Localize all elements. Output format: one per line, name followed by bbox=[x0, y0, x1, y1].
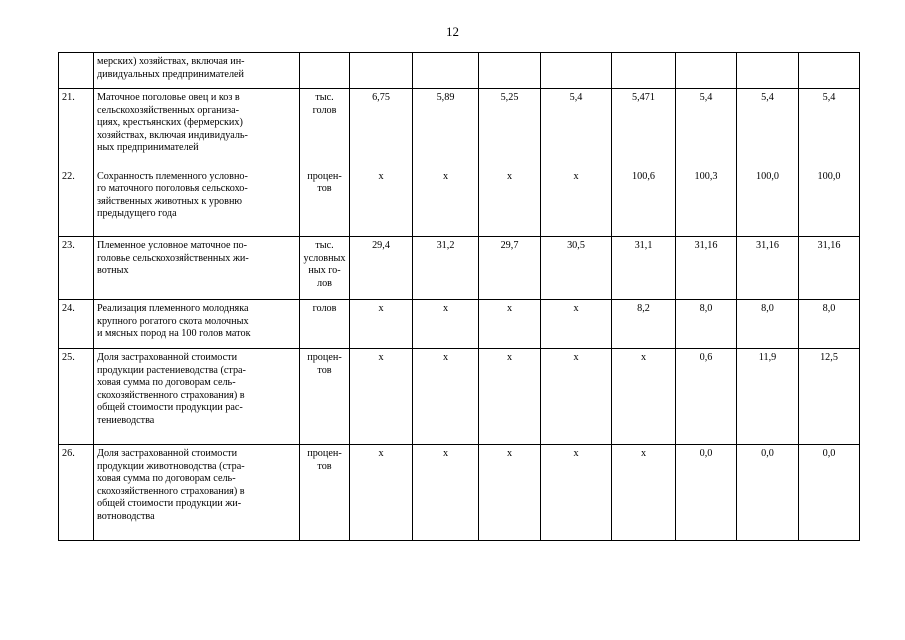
row-value-cell: 31,16 bbox=[676, 237, 737, 300]
row-value-cell: 5,4 bbox=[541, 89, 612, 167]
row-number: 26. bbox=[59, 445, 94, 541]
indicator-name-line: Маточное поголовье овец и коз в bbox=[97, 92, 240, 103]
row-value-cell: 5,4 bbox=[676, 89, 737, 167]
row-value-cell: 8,0 bbox=[799, 300, 860, 349]
indicator-name-line: Сохранность племенного условно- bbox=[97, 170, 248, 182]
row-value-cell: 5,25 bbox=[479, 89, 541, 167]
row-number: 22. bbox=[59, 167, 94, 237]
row-number bbox=[59, 53, 94, 89]
table-row bbox=[59, 237, 860, 300]
indicator-name-line: ховая сумма по договорам сель- bbox=[97, 473, 236, 484]
row-value-cell: 12,5 bbox=[799, 349, 860, 445]
row-value-cell: 29,7 bbox=[479, 237, 541, 300]
row-value-cell: 31,1 bbox=[612, 237, 676, 300]
indicator-name-line: скохозяйственного страхования) в bbox=[97, 389, 245, 401]
row-unit bbox=[300, 53, 350, 89]
indicators-table bbox=[58, 52, 860, 541]
indicator-name-line: головье сельскохозяйственных жи- bbox=[97, 252, 249, 264]
unit-line: тов bbox=[317, 460, 332, 472]
row-value-cell: x bbox=[350, 445, 413, 541]
indicator-name-line: ховая сумма по договорам сель- bbox=[97, 377, 236, 388]
row-value-cell bbox=[541, 53, 612, 89]
unit-line: голов bbox=[312, 104, 337, 116]
row-indicator-name bbox=[94, 300, 300, 349]
row-indicator-name bbox=[94, 445, 300, 541]
row-unit bbox=[300, 300, 350, 349]
row-indicator-name bbox=[94, 167, 300, 237]
indicator-name-line: го маточного поголовья сельскохо- bbox=[97, 183, 248, 194]
row-value-cell: 8,0 bbox=[676, 300, 737, 349]
row-value-cell bbox=[479, 53, 541, 89]
row-value-cell bbox=[676, 53, 737, 89]
row-value-cell bbox=[799, 53, 860, 89]
row-value-cell bbox=[413, 53, 479, 89]
row-value-cell: x bbox=[413, 445, 479, 541]
row-value-cell: 5,4 bbox=[799, 89, 860, 167]
indicator-name-line: общей стоимости продукции рас- bbox=[97, 402, 243, 413]
row-value-cell: x bbox=[350, 349, 413, 445]
row-unit bbox=[300, 237, 350, 300]
row-value-cell bbox=[737, 53, 799, 89]
row-value-cell: 100,3 bbox=[676, 167, 737, 237]
row-value-cell: x bbox=[612, 445, 676, 541]
indicator-name-line: ных предпринимателей bbox=[97, 142, 199, 153]
indicator-name-line: предыдущего года bbox=[97, 208, 177, 219]
row-value-cell: 100,6 bbox=[612, 167, 676, 237]
indicator-name-line: сельскохозяйственных организа- bbox=[97, 104, 240, 116]
indicator-name-line: зяйственных животных к уровню bbox=[97, 195, 243, 207]
unit-line: процен- bbox=[307, 170, 342, 182]
row-value-cell: x bbox=[612, 349, 676, 445]
row-value-cell: x bbox=[479, 445, 541, 541]
row-value-cell: 31,16 bbox=[737, 237, 799, 300]
unit-line: лов bbox=[317, 277, 332, 289]
row-indicator-name bbox=[94, 237, 300, 300]
table-body bbox=[59, 53, 860, 541]
row-value-cell: x bbox=[350, 300, 413, 349]
unit-line: тов bbox=[317, 364, 332, 376]
table-row bbox=[59, 167, 860, 237]
row-indicator-name bbox=[94, 349, 300, 445]
row-value-cell bbox=[612, 53, 676, 89]
row-unit bbox=[300, 349, 350, 445]
row-value-cell: x bbox=[541, 349, 612, 445]
row-value-cell: x bbox=[413, 300, 479, 349]
row-value-cell: 8,2 bbox=[612, 300, 676, 349]
indicator-name-line: вотных bbox=[97, 265, 129, 276]
row-unit bbox=[300, 445, 350, 541]
row-value-cell: 5,4 bbox=[737, 89, 799, 167]
row-value-cell: x bbox=[413, 349, 479, 445]
row-value-cell: x bbox=[413, 167, 479, 237]
indicator-name-line: продукции растениеводства (стра- bbox=[97, 364, 246, 376]
row-value-cell: 100,0 bbox=[737, 167, 799, 237]
table-row bbox=[59, 53, 860, 89]
row-unit bbox=[300, 89, 350, 167]
unit-line: тыс. bbox=[315, 92, 334, 103]
row-value-cell: 6,75 bbox=[350, 89, 413, 167]
row-value-cell: 29,4 bbox=[350, 237, 413, 300]
row-value-cell: x bbox=[479, 167, 541, 237]
row-indicator-name bbox=[94, 53, 300, 89]
unit-line: ных го- bbox=[308, 265, 341, 276]
indicator-name-line: Доля застрахованной стоимости bbox=[97, 448, 238, 459]
indicator-name-line: крупного рогатого скота молочных bbox=[97, 315, 249, 327]
row-value-cell: 100,0 bbox=[799, 167, 860, 237]
table-row bbox=[59, 349, 860, 445]
table-row bbox=[59, 445, 860, 541]
indicator-name-line: вотноводства bbox=[97, 510, 155, 522]
indicator-name-line: общей стоимости продукции жи- bbox=[97, 498, 242, 509]
row-value-cell: 0,0 bbox=[737, 445, 799, 541]
row-unit bbox=[300, 167, 350, 237]
row-number: 21. bbox=[59, 89, 94, 167]
row-value-cell: 11,9 bbox=[737, 349, 799, 445]
unit-line: голов bbox=[312, 303, 337, 314]
row-value-cell: 5,89 bbox=[413, 89, 479, 167]
unit-line: условных bbox=[303, 252, 346, 264]
row-value-cell: x bbox=[541, 300, 612, 349]
unit-line: процен- bbox=[307, 352, 342, 363]
row-number: 23. bbox=[59, 237, 94, 300]
indicator-name-line: хозяйствах, включая индивидуаль- bbox=[97, 129, 248, 141]
indicator-name-line: продукции животноводства (стра- bbox=[97, 460, 245, 472]
row-number: 24. bbox=[59, 300, 94, 349]
table-row bbox=[59, 300, 860, 349]
row-value-cell bbox=[350, 53, 413, 89]
row-indicator-name bbox=[94, 89, 300, 167]
indicator-name-line: циях, крестьянских (фермерских) bbox=[97, 117, 243, 128]
row-value-cell: x bbox=[479, 349, 541, 445]
page-number: 12 bbox=[446, 24, 459, 39]
row-value-cell: 30,5 bbox=[541, 237, 612, 300]
indicator-name-line: тениеводства bbox=[97, 414, 155, 426]
row-value-cell: x bbox=[541, 167, 612, 237]
row-value-cell: x bbox=[479, 300, 541, 349]
indicator-name-line: Доля застрахованной стоимости bbox=[97, 352, 238, 363]
indicator-name-line: мерских) хозяйствах, включая ин- bbox=[97, 56, 245, 67]
indicator-name-line: Племенное условное маточное по- bbox=[97, 240, 248, 251]
row-value-cell: 0,0 bbox=[676, 445, 737, 541]
row-value-cell: 31,2 bbox=[413, 237, 479, 300]
indicator-name-line: скохозяйственного страхования) в bbox=[97, 485, 245, 497]
unit-line: тов bbox=[317, 183, 332, 194]
row-value-cell: 0,6 bbox=[676, 349, 737, 445]
unit-line: тыс. bbox=[315, 240, 334, 251]
row-value-cell: 31,16 bbox=[799, 237, 860, 300]
indicator-name-line: и мясных пород на 100 голов маток bbox=[97, 328, 251, 339]
row-number: 25. bbox=[59, 349, 94, 445]
indicator-name-line: Реализация племенного молодняка bbox=[97, 303, 249, 314]
row-value-cell: 0,0 bbox=[799, 445, 860, 541]
row-value-cell: x bbox=[541, 445, 612, 541]
row-value-cell: x bbox=[350, 167, 413, 237]
row-value-cell: 5,471 bbox=[612, 89, 676, 167]
unit-line: процен- bbox=[307, 448, 342, 459]
table-row bbox=[59, 89, 860, 167]
indicator-name-line: дивидуальных предпринимателей bbox=[97, 68, 245, 80]
row-value-cell: 8,0 bbox=[737, 300, 799, 349]
